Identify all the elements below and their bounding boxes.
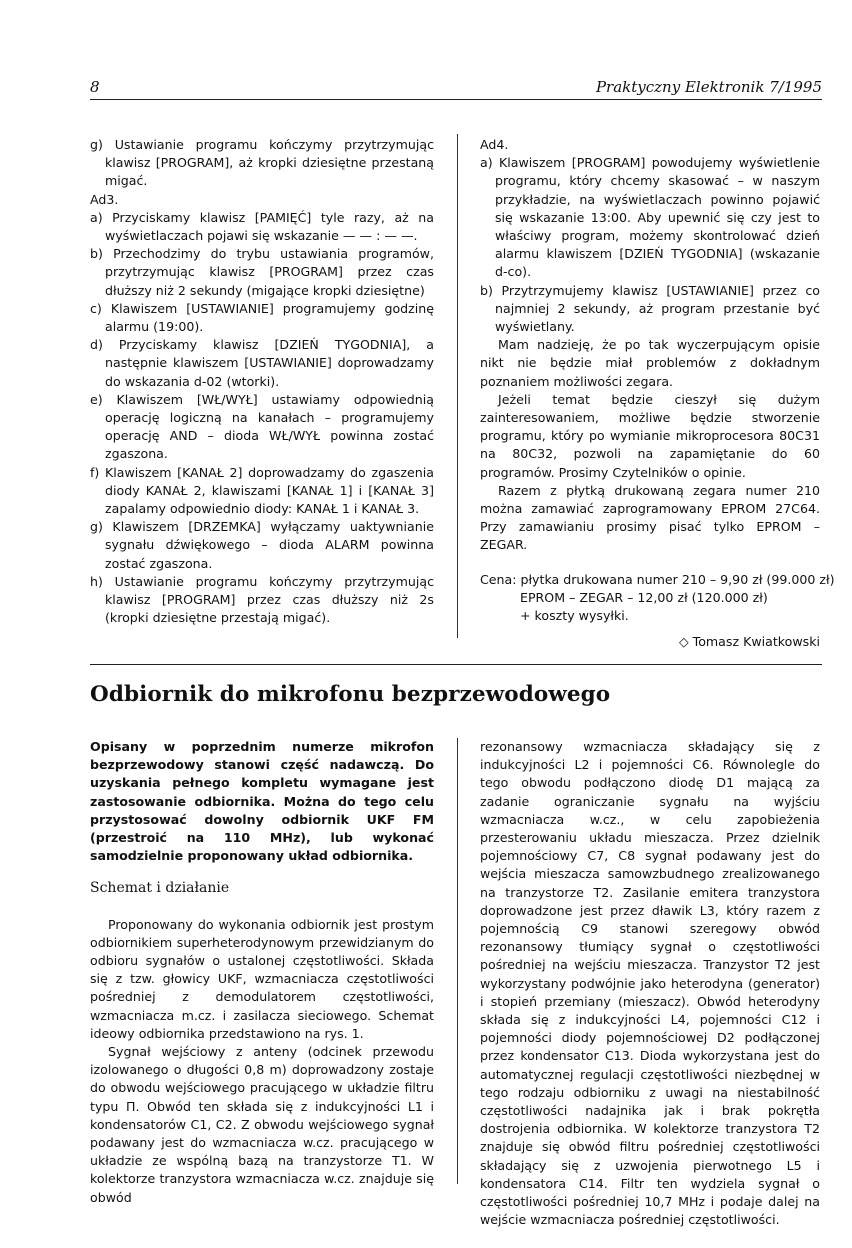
- article-title: Odbiornik do mikrofonu bezprzewodowego: [90, 682, 611, 707]
- list-item: g) Klawiszem [DRZEMKA] wyłączamy uaktywnianie sygnału dźwiękowego – dioda ALARM powinna zostać zgaszona.: [90, 519, 434, 571]
- list-item: e) Klawiszem [WŁ/WYŁ] ustawiamy odpowiednią operację logiczną na kanałach – programujemy operację AND – dioda WŁ/WYŁ powinna zostać zgaszona.: [90, 391, 434, 462]
- top-right-column: [480, 136, 835, 651]
- section-label: Ad4.: [480, 137, 509, 152]
- price-line: EPROM – ZEGAR – 12,00 zł (120.000 zł): [520, 589, 768, 605]
- list-item: c) Klawiszem [USTAWIANIE] programujemy godzinę alarmu (19:00).: [90, 300, 434, 335]
- list-item: a) Klawiszem [PROGRAM] powodujemy wyświetlenie programu, który chcemy skasować – w naszym przykładzie, na wyświetlaczach powinno pojawić się wskazanie 13:00. Aby upewnić się czy jest to właściwy program, możemy skontrolować dzień alarmu klawiszem [DZIEŃ TYGODNIA] (wskazanie d-co).: [480, 155, 820, 280]
- column-divider: [457, 134, 458, 638]
- list-item: b) Przechodzimy do trybu ustawiania programów, przytrzymując klawisz [PROGRAM] przez czas dłuższy niż 2 sekundy (migające kropki dziesiętne): [90, 246, 434, 298]
- list-item: d) Przyciskamy klawisz [DZIEŃ TYGODNIA], a następnie klawiszem [USTAWIANIE] doprowadzamy do wskazania d-02 (wtorki).: [90, 337, 434, 389]
- price-line: Cena: płytka drukowana numer 210 – 9,90 zł (99.000 zł): [480, 571, 835, 587]
- journal-title: Praktyczny Elektronik 7/1995: [595, 78, 822, 96]
- price-line: + koszty wysyłki.: [520, 608, 629, 624]
- paragraph: rezonansowy wzmacniacza składający się z indukcyjności L2 i pojemności C6. Równolegle do tego obwodu podłączono diodę D1 mającą za zadanie ograniczanie sygnału na wyjściu wzmacniacza w.cz., w celu zapobieżenia przesterowaniu układu mieszacza. Przez dzielnik pojemnościowy C7, C8 sygnał podawany jest do wejścia mieszacza samowzbudnego zrealizowanego na tranzystorze T2. Zasilanie emitera tranzystora doprowadzone jest przez dławik L3, który razem z pojemnością C9 stanowi szeregowy obwód rezonansowy tłumiący sygnał o częstotliwości pośredniej na wejściu mieszacza. Tranzystor T2 jest wykorzystany podwójnie jako heterodyna (generator) i stopień przemiany (mieszacz). Obwód heterodyny składa się z indukcyjności L4, pojemności C12 i pojemności diody pojemnościowej D2 podłączonej przez kondensator C13. Dioda wykorzystana jest do automatycznej regulacji częstotliwości niezbędnej w tego rodzaju odbiorniku z uwagi na niestabilność częstotliwości nadajnika jak i brak pokrętła dostrojenia odbiornika. W kolektorze tranzystora T2 znajduje się obwód filtru pośredniej częstotliwości składający się z uzwojenia pierwotnego L5 i kondensatora C14. Filtr ten wydziela sygnał o częstotliwości pośredniej 10,7 MHz i podaje dalej na wejście wzmacniacza pośredniej częstotliwości.: [480, 739, 820, 1228]
- paragraph: Sygnał wejściowy z anteny (odcinek przewodu izolowanego o długości 0,8 m) doprowadzony zostaje do obwodu wejściowego pracującego w układzie filtru typu Π. Obwód ten składa się z indukcyjności L1 i kondensatorów C1, C2. Z obwodu wejściowego sygnał podawany jest do wzmacniacza w.cz. pracującego w układzie ze wspólną bazą na tranzystorze T1. W kolektorze tranzystora wzmacniacza w.cz. znajduje się obwód: [90, 1044, 434, 1205]
- list-item: b) Przytrzymujemy klawisz [USTAWIANIE] przez co najmniej 2 sekundy, aż program przestanie być wyświetlany.: [480, 282, 820, 335]
- top-left-column: [90, 136, 434, 627]
- column-divider: [457, 738, 458, 1184]
- paragraph: Mam nadzieję, że po tak wyczerpującym opisie nikt nie będzie miał problemów z dokładnym poznaniem możliwości zegara.: [480, 337, 820, 389]
- article-lead: Opisany w poprzednim numerze mikrofon bezprzewodowy stanowi część nadawczą. Do uzyskania pełnego kompletu wymagane jest zastosowanie odbiornika. Można do tego celu przystosować dowolny odbiornik UKF FM (przestroić na 110 MHz), lub wykonać samodzielnie proponowany układ odbiornika.: [90, 739, 434, 864]
- list-item: h) Ustawianie programu kończymy przytrzymując klawisz [PROGRAM] przez czas dłuższy niż 2s (kropki dziesiętne przestają migać).: [90, 573, 434, 626]
- paragraph: Razem z płytką drukowaną zegara numer 210 można zamawiać zaprogramowany EPROM 27C64. Przy zamawianiu prosimy pisać tylko EPROM – ZEGAR.: [480, 482, 820, 553]
- subheading: Schemat i działanie: [90, 880, 230, 897]
- paragraph: Proponowany do wykonania odbiornik jest prostym odbiornikiem superheterodynowym przewidzianym do odbioru sygnałów o ustalonej częstotliwości. Składa się z tzw. głowicy UKF, wzmacniacza częstotliwości pośredniej z demodulatorem częstotliwości, wzmacniacza m.cz. i zasilacza sieciowego. Schemat ideowy odbiornika przedstawiono na rys. 1.: [90, 916, 434, 1041]
- list-item: g) Ustawianie programu kończymy przytrzymując klawisz [PROGRAM], aż kropki dziesiętne przestaną migać.: [90, 137, 434, 189]
- paragraph: Jeżeli temat będzie cieszył się dużym zainteresowaniem, możliwe będzie stworzenie programu, który po wymianie mikroprocesora 80C31 na 80C32, pozwoli na zapamiętanie do 60 programów. Prosimy Czytelników o opinie.: [480, 391, 820, 480]
- page-number: 8: [90, 78, 100, 96]
- author-signature: ◇ Tomasz Kwiatkowski: [678, 634, 820, 650]
- list-item: a) Przyciskamy klawisz [PAMIĘĆ] tyle razy, aż na wyświetlaczach pojawi się wskazanie — — : — —.: [90, 209, 434, 244]
- section-label: Ad3.: [90, 191, 119, 207]
- list-item: f) Klawiszem [KANAŁ 2] doprowadzamy do zgaszenia diody KANAŁ 2, klawiszami [KANAŁ 1] i [KANAŁ 3] zapalamy odpowiednio diody: KANAŁ 1 i KANAŁ 3.: [90, 464, 434, 517]
- header-rule: [90, 99, 822, 100]
- article-right-column: [480, 738, 820, 1229]
- section-rule: [90, 664, 822, 665]
- article-left-column: [90, 738, 434, 1207]
